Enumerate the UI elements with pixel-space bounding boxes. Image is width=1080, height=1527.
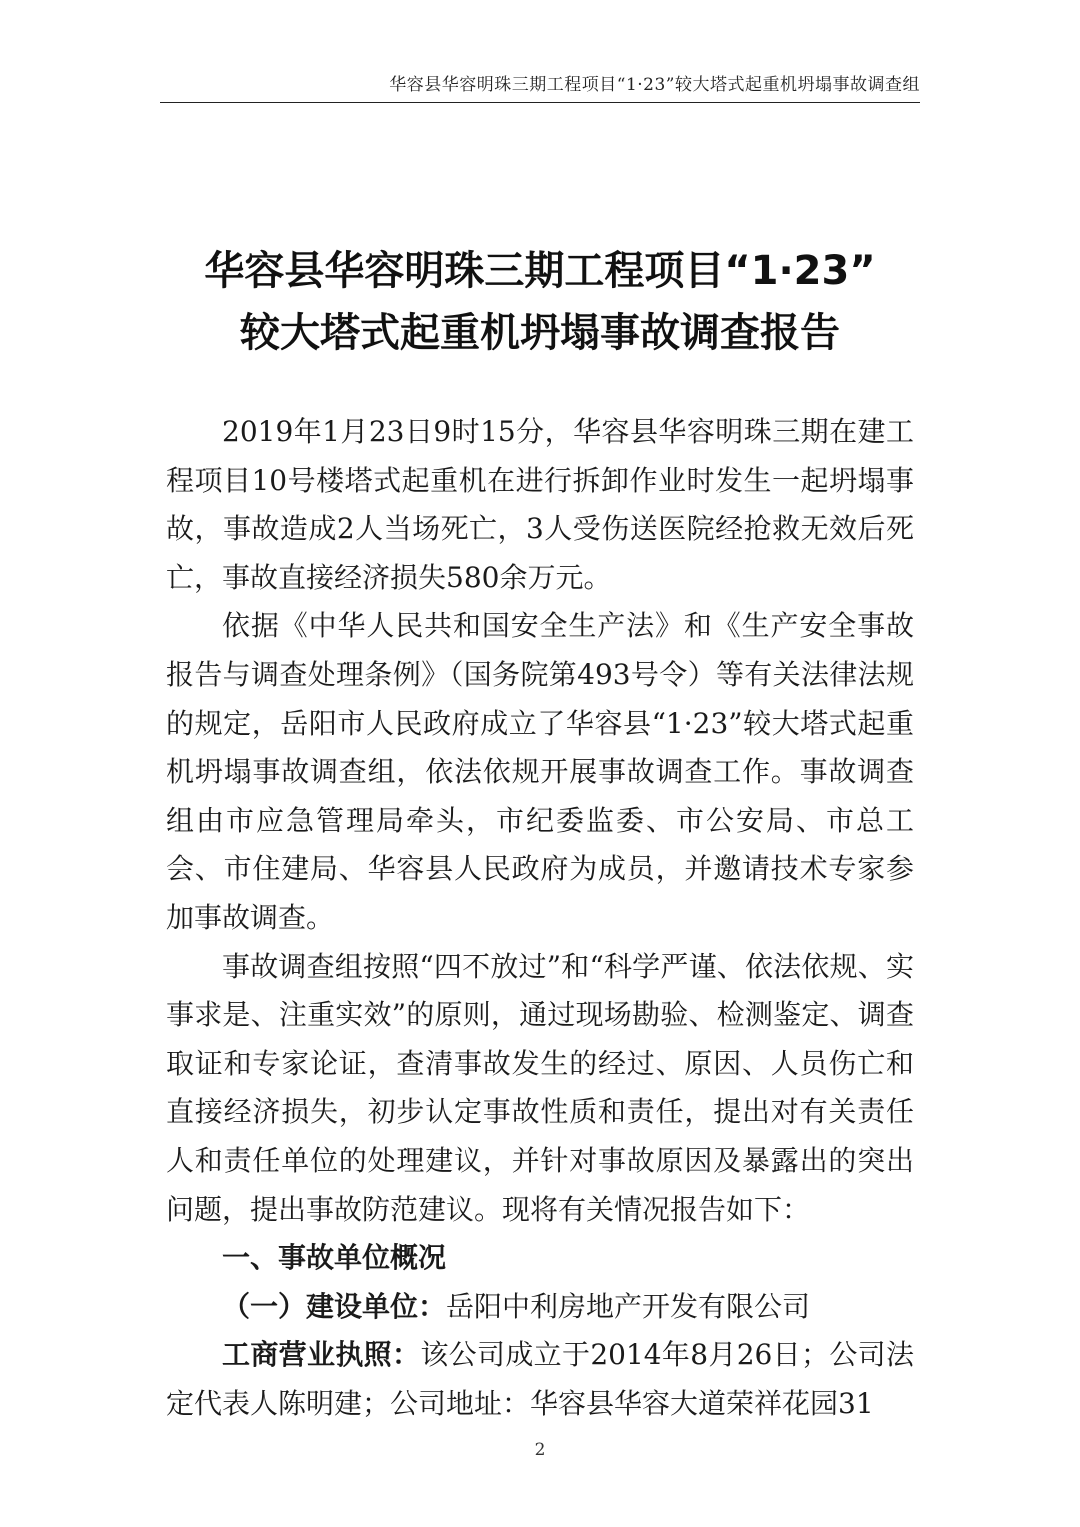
document-body bbox=[166, 408, 914, 1428]
title-line-2: 较大塔式起重机坍塌事故调查报告 bbox=[240, 310, 840, 356]
paragraph-legal-basis: 依据《中华人民共和国安全生产法》和《生产安全事故报告与调查处理条例》（国务院第493号令）等有关法律法规的规定，岳阳市人民政府成立了华容县“1·23”较大塔式起重机坍塌事故调查组，依法依规开展事故调查工作。事故调查组由市应急管理局牵头，市纪委监委、市公安局、市总工会、市住建局、华容县人民政府为成员，并邀请技术专家参加事故调查。 bbox=[166, 609, 914, 934]
license-text: 该公司成立于2014年8月26日；公司法定代表人陈明建；公司地址：华容县华容大道荣祥花园31 bbox=[166, 1338, 914, 1420]
page-number: 2 bbox=[534, 1440, 546, 1460]
subsection-label: （一）建设单位： bbox=[222, 1289, 447, 1323]
header-text: 华容县华容明珠三期工程项目“1·23”较大塔式起重机坍塌事故调查组 bbox=[389, 75, 920, 95]
paragraph-investigation-principles: 事故调查组按照“四不放过”和“科学严谨、依法依规、实事求是、注重实效”的原则，通过现场勘验、检测鉴定、调查取证和专家论证，查清事故发生的经过、原因、人员伤亡和直接经济损失，初步认定事故性质和责任，提出对有关责任人和责任单位的处理建议，并针对事故原因及暴露出的突出问题，提出事故防范建议。现将有关情况报告如下： bbox=[166, 949, 914, 1226]
running-header bbox=[160, 72, 920, 103]
license-label: 工商营业执照： bbox=[222, 1338, 421, 1372]
section-heading-unit-overview: 一、事故单位概况 bbox=[222, 1241, 447, 1275]
title-line-1: 华容县华容明珠三期工程项目“1·23” bbox=[204, 248, 876, 294]
paragraph-business-license bbox=[166, 1331, 914, 1428]
subsection-construction-unit bbox=[166, 1283, 914, 1332]
subsection-value: 岳阳中利房地产开发有限公司 bbox=[446, 1289, 811, 1323]
document-title bbox=[160, 240, 920, 364]
paragraph-incident-summary: 2019年1月23日9时15分，华容县华容明珠三期在建工程项目10号楼塔式起重机在进行拆卸作业时发生一起坍塌事故，事故造成2人当场死亡，3人受伤送医院经抢救无效后死亡，事故直接经济损失580余万元。 bbox=[166, 415, 914, 594]
